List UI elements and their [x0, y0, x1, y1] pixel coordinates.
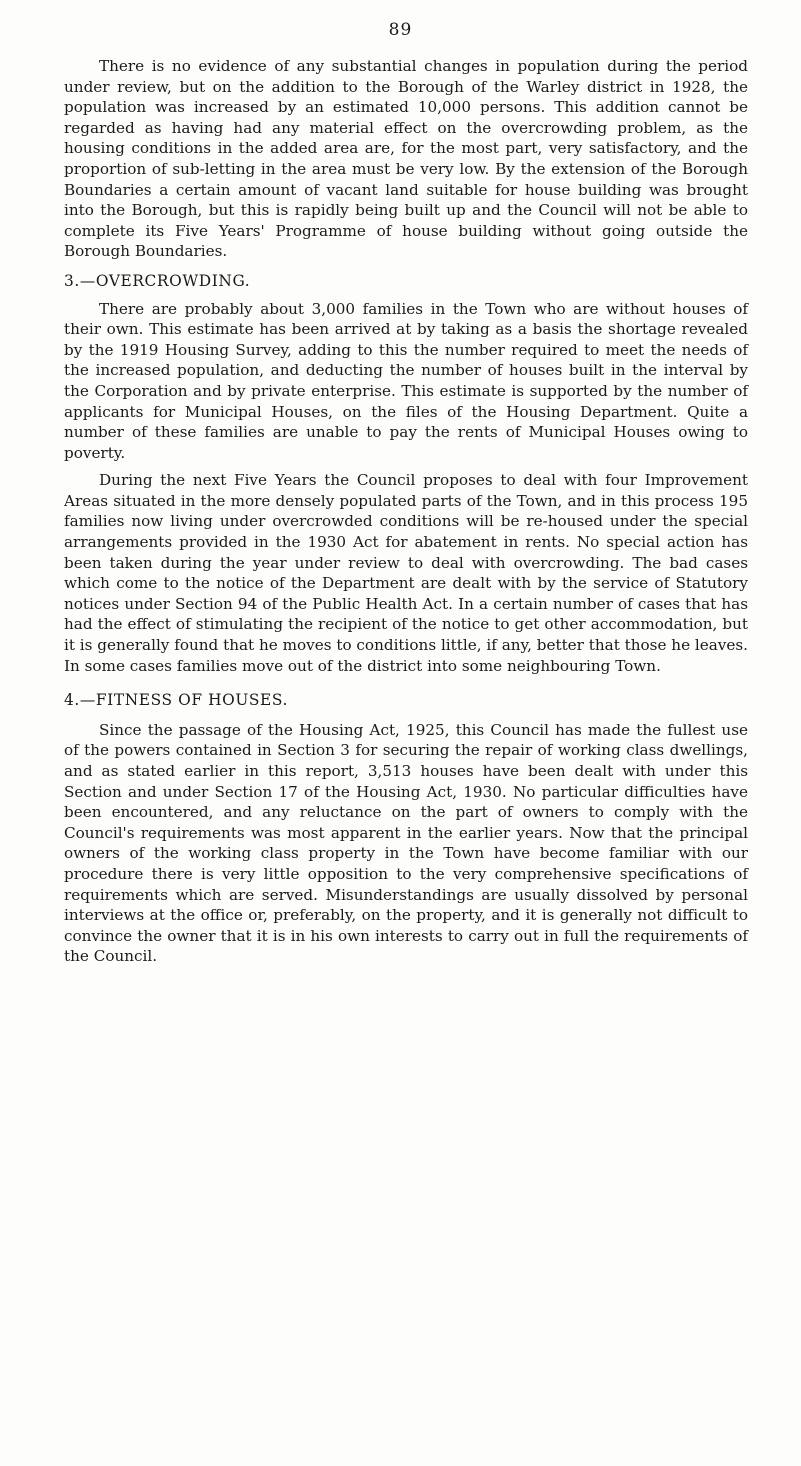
page-number: 89 — [388, 20, 413, 40]
section-heading-overcrowding: 3.—OVERCROWDING. — [64, 271, 251, 290]
section-heading-fitness-of-houses: 4.—FITNESS OF HOUSES. — [64, 691, 288, 710]
document-body — [64, 56, 748, 967]
overcrowding-paragraph-2: During the next Five Years the Council proposes to deal with four Improvement Areas situated in the more densely populated parts of the Town, and in this process 195 families now living under overcrowded conditions will be re-housed under the special arrangements provided in the 1930 Act for abatement in rents. No special action has been taken during the year under review to deal with overcrowding. The bad cases which come to the notice of the Department are dealt with by the service of Statutory notices under Section 94 of the Public Health Act. In a certain number of cases that has had the effect of stimulating the recipient of the notice to get other accommodation, but it is generally found that he moves to conditions little, if any, better that those he leaves. In some cases families move out of the district into some neighbouring Town. — [64, 471, 748, 675]
fitness-paragraph-1: Since the passage of the Housing Act, 1925, this Council has made the fullest use of the powers contained in Section 3 for securing the repair of working class dwellings, and as stated earlier in this report, 3,513 houses have been dealt with under this Section and under Section 17 of the Housing Act, 1930. No particular difficulties have been encountered, and any reluctance on the part of owners to comply with the Council's requirements was most apparent in the earlier years. Now that the principal owners of the working class property in the Town have become familiar with our procedure there is very little opposition to the very comprehensive specifications of requirements which are served. Misunderstandings are usually dissolved by personal interviews at the office or, preferably, on the property, and it is generally not difficult to convince the owner that it is in his own interests to carry out in full the requirements of the Council. — [64, 720, 748, 966]
overcrowding-paragraph-1: There are probably about 3,000 families in the Town who are without houses of their own. This estimate has been arrived at by taking as a basis the shortage revealed by the 1919 Housing Survey, adding to this the number required to meet the needs of the increased population, and deducting the number of houses built in the interval by the Corporation and by private enterprise. This estimate is supported by the number of applicants for Municipal Houses, on the files of the Housing Department. Quite a number of these families are unable to pay the rents of Municipal Houses owing to poverty. — [64, 299, 748, 462]
intro-paragraph: There is no evidence of any substantial changes in population during the period under review, but on the addition to the Borough of the Warley district in 1928, the population was increased by an estimated 10,000 persons. This addition cannot be regarded as having had any material effect on the overcrowding problem, as the housing conditions in the added area are, for the most part, very satisfactory, and the proportion of sub-letting in the area must be very low. By the extension of the Borough Boundaries a certain amount of vacant land suitable for house building was brought into the Borough, but this is rapidly being built up and the Council will not be able to complete its Five Years' Programme of house building without going outside the Borough Boundaries. — [64, 57, 748, 261]
